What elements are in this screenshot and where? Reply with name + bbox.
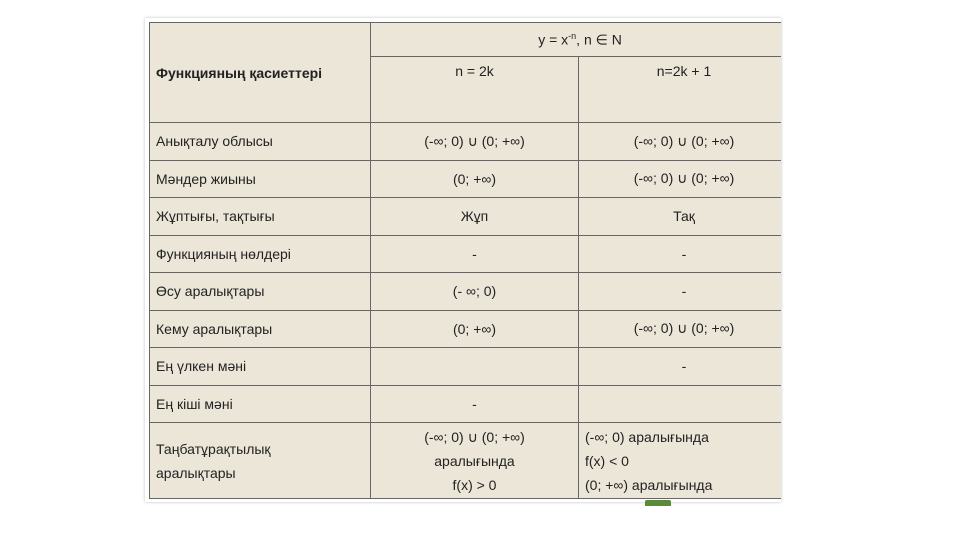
table-row <box>150 160 782 198</box>
green-tab-decoration <box>645 500 671 506</box>
even-cell: (- ∞; 0) <box>371 273 579 311</box>
even-cell <box>371 348 579 386</box>
even-cell: (-∞; 0) ∪ (0; +∞) <box>371 123 579 161</box>
table-row <box>150 123 782 161</box>
odd-cell: Тақ <box>579 198 782 236</box>
formula-suffix: , n ∈ N <box>576 31 622 48</box>
col-header-even: n = 2k <box>371 57 579 123</box>
odd-cell: - <box>579 348 782 386</box>
odd-line: f(x) < 0 <box>585 452 629 469</box>
property-cell: Жұптығы, тақтығы <box>150 198 371 236</box>
formula-exponent: -n <box>568 30 577 41</box>
even-line: аралығында <box>434 452 515 469</box>
slide-frame <box>145 18 781 502</box>
property-cell: Мәндер жиыны <box>150 160 371 198</box>
even-cell <box>371 423 579 499</box>
property-cell: Ең кіші мәні <box>150 385 371 423</box>
table-row <box>150 273 782 311</box>
function-properties-table <box>149 22 781 499</box>
even-cell: Жұп <box>371 198 579 236</box>
odd-line: (-∞; 0) аралығында <box>585 428 709 445</box>
corner-header: Функцияның қасиеттері <box>150 23 371 123</box>
even-cell: - <box>371 385 579 423</box>
property-cell: Өсу аралықтары <box>150 273 371 311</box>
header-row-formula <box>150 23 782 57</box>
odd-cell: - <box>579 273 782 311</box>
table-row <box>150 385 782 423</box>
even-cell: (0; +∞) <box>371 160 579 198</box>
property-cell: Ең үлкен мәні <box>150 348 371 386</box>
odd-cell <box>579 385 782 423</box>
property-cell <box>150 423 371 499</box>
table-row <box>150 235 782 273</box>
even-cell: (0; +∞) <box>371 310 579 348</box>
odd-cell: (-∞; 0) ∪ (0; +∞) <box>579 123 782 161</box>
even-line: f(x) > 0 <box>452 476 497 493</box>
table-row <box>150 348 782 386</box>
odd-line: (0; +∞) аралығында <box>585 476 713 493</box>
odd-cell: (-∞; 0) ∪ (0; +∞) <box>579 310 782 348</box>
property-line: аралықтары <box>156 464 236 481</box>
table-row <box>150 198 782 236</box>
property-cell: Функцияның нөлдері <box>150 235 371 273</box>
even-cell: - <box>371 235 579 273</box>
even-line: (-∞; 0) ∪ (0; +∞) <box>424 428 525 445</box>
odd-cell: (-∞; 0) ∪ (0; +∞) <box>579 160 782 198</box>
formula-prefix: y = x <box>538 31 569 48</box>
property-cell: Кему аралықтары <box>150 310 371 348</box>
odd-cell <box>579 423 782 499</box>
col-header-odd: n=2k + 1 <box>579 57 782 123</box>
property-cell: Анықталу облысы <box>150 123 371 161</box>
table-row <box>150 310 782 348</box>
formula-header <box>371 23 782 57</box>
property-line: Таңбатұрақтылық <box>156 440 271 457</box>
odd-cell: - <box>579 235 782 273</box>
table-row-sign-constancy <box>150 423 782 499</box>
